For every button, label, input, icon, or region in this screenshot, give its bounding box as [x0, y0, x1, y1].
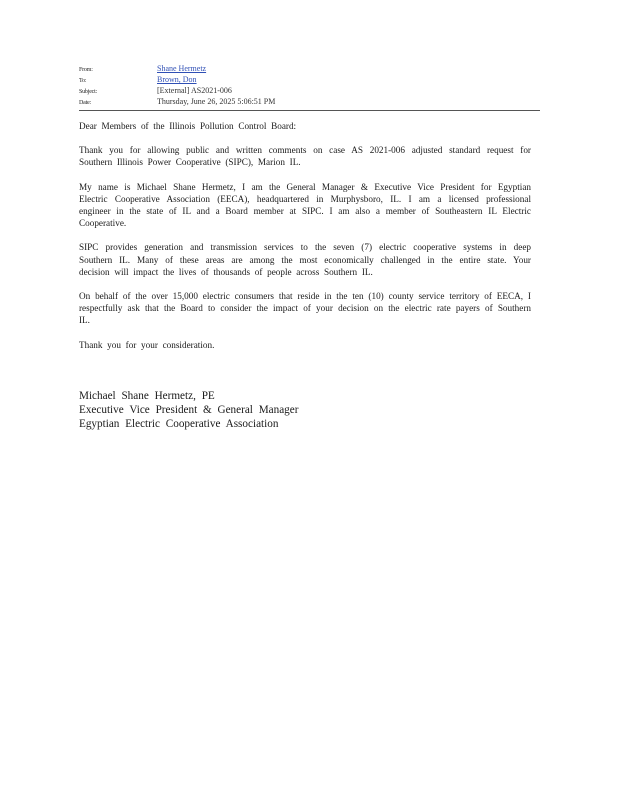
from-label: From: [79, 67, 93, 73]
date-label: Date: [79, 100, 91, 106]
from-row [79, 63, 541, 74]
recipient-link[interactable]: Brown, Don [157, 75, 197, 84]
paragraph-sipc-services: SIPC provides generation and transmission services to the seven (7) electric cooperative systems in deep Southern IL. Many of these areas are among the most economically challenged in the entire state. Your decision will impact the lives of thousands of people across Southern IL. [79, 242, 531, 277]
signature-name: Michael Shane Hermetz, PE [79, 390, 215, 402]
paragraph-introduction: My name is Michael Shane Hermetz, I am the General Manager & Executive Vice President for Egyptian Electric Cooperative Association (EECA), headquartered in Murphysboro, IL. I am a licensed professional engineer in the state of IL and a Board member at SIPC. I am also a member of Southeastern IL Electric Cooperative. [79, 181, 531, 229]
to-row [79, 74, 541, 85]
header-divider [79, 110, 540, 111]
paragraph-thanks: Thank you for allowing public and written comments on case AS 2021-006 adjusted standard request for Southern Illinois Power Cooperative (SIPC), Marion IL. [79, 145, 531, 168]
closing-line: Thank you for your consideration. [79, 339, 215, 350]
subject-label: Subject: [79, 89, 98, 95]
subject-value: [External] AS2021-006 [157, 86, 232, 95]
subject-row [79, 85, 541, 96]
signature-title: Executive Vice President & General Manager [79, 403, 299, 416]
to-label: To: [79, 78, 87, 84]
date-value: Thursday, June 26, 2025 5:06:51 PM [157, 97, 276, 106]
email-header [79, 63, 541, 107]
email-body [79, 120, 531, 363]
sender-link[interactable]: Shane Hermetz [157, 64, 207, 73]
signature-block [79, 390, 479, 431]
signature-organization: Egyptian Electric Cooperative Association [79, 417, 279, 430]
greeting: Dear Members of the Illinois Pollution Control Board: [79, 121, 297, 131]
date-row [79, 96, 541, 107]
paragraph-request: On behalf of the over 15,000 electric consumers that reside in the ten (10) county service territory of EECA, I respectfully ask that the Board to consider the impact of your decision on the electric rate payers of Southern IL. [79, 291, 531, 326]
